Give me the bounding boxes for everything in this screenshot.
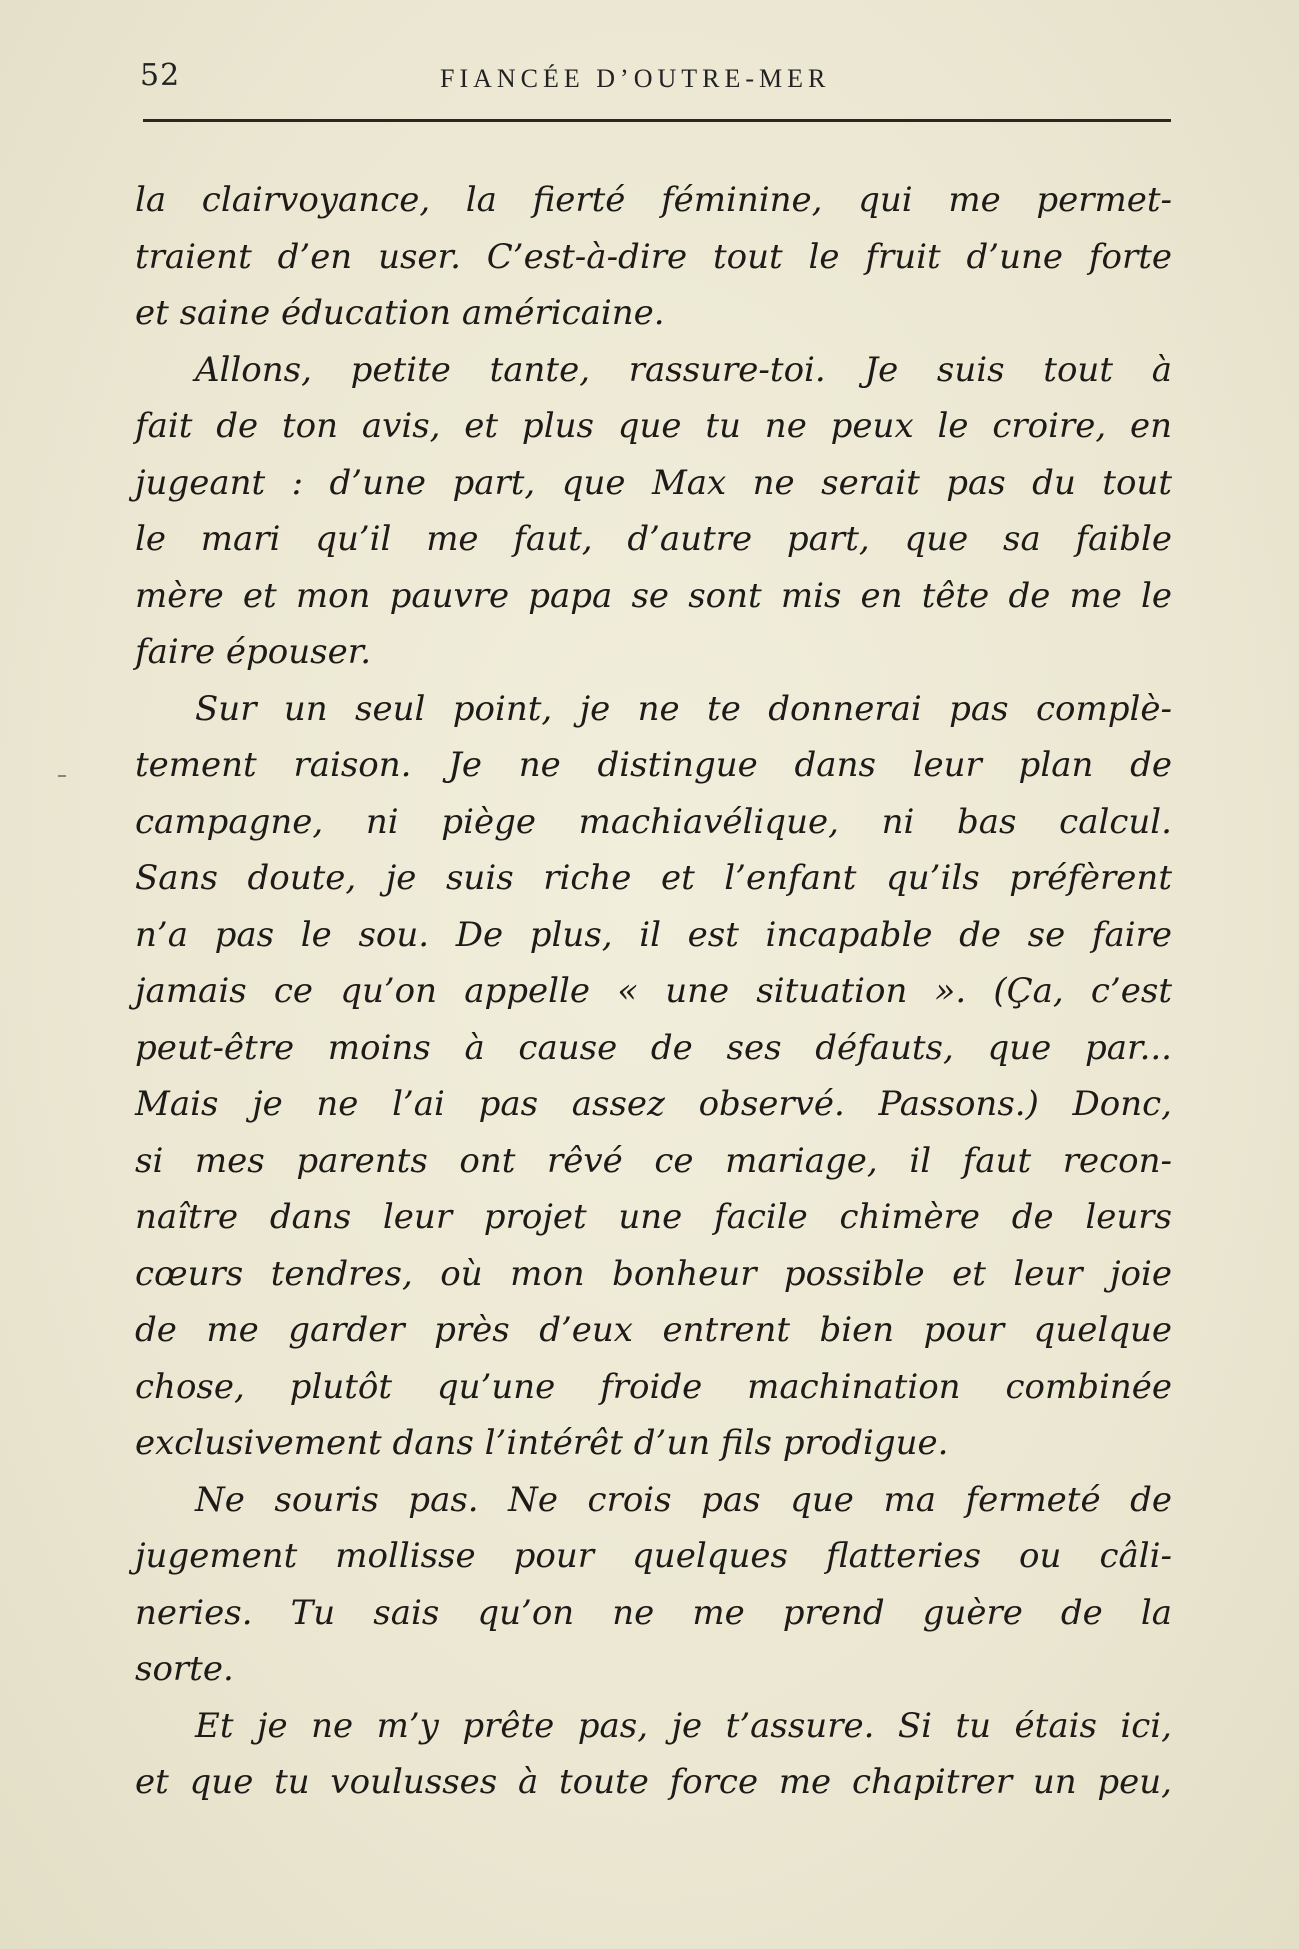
text-line: faire épouser.	[135, 632, 372, 672]
text-line: si mes parents ont rêvé ce mariage, il faut recon-	[135, 1140, 1172, 1181]
text-line: jamais ce qu’on appelle « une situation ». (Ça, c’est	[135, 971, 1172, 1011]
text-line: et saine éducation américaine.	[135, 293, 665, 333]
page-number: 52	[140, 58, 181, 93]
margin-mark	[58, 775, 66, 777]
text-line: Sans doute, je suis riche et l’enfant qu’ils préfèrent	[135, 858, 1172, 898]
text-line: exclusivement dans l’intérêt d’un fils prodigue.	[135, 1423, 949, 1463]
text-line: de me garder près d’eux entrent bien pour quelque	[135, 1310, 1172, 1350]
text-line: jugement mollisse pour quelques flatteries ou câli-	[135, 1536, 1172, 1576]
page-body	[135, 172, 1172, 1811]
header-rule	[143, 119, 1171, 122]
running-title: FIANCÉE D’OUTRE-MER	[440, 64, 831, 93]
paragraph-first-line: Sur un seul point, je ne te donnerai pas complè-	[195, 688, 1172, 729]
text-line: le mari qu’il me faut, d’autre part, que sa faible	[135, 519, 1172, 559]
text-line: traient d’en user. C’est-à-dire tout le fruit d’une forte	[135, 236, 1172, 277]
text-line: la clairvoyance, la fierté féminine, qui me permet-	[135, 180, 1172, 220]
text-line: cœurs tendres, où mon bonheur possible et leur joie	[135, 1253, 1172, 1294]
text-line: chose, plutôt qu’une froide machination combinée	[135, 1366, 1172, 1407]
text-line: et que tu voulusses à toute force me chapitrer un peu,	[135, 1762, 1172, 1802]
text-line: peut-être moins à cause de ses défauts, que par...	[135, 1027, 1172, 1068]
text-line: jugeant : d’une part, que Max ne serait pas du tout	[135, 462, 1172, 503]
paragraph-first-line: Et je ne m’y prête pas, je t’assure. Si tu étais ici,	[195, 1705, 1172, 1746]
text-line: campagne, ni piège machiavélique, ni bas calcul.	[135, 801, 1172, 842]
text-line: fait de ton avis, et plus que tu ne peux le croire, en	[135, 406, 1172, 446]
text-line: n’a pas le sou. De plus, il est incapable de se faire	[135, 914, 1172, 955]
paragraph-first-line: Ne souris pas. Ne crois pas que ma fermeté de	[195, 1479, 1172, 1520]
text-line: mère et mon pauvre papa se sont mis en tête de me le	[135, 575, 1172, 616]
text-line: sorte.	[135, 1649, 234, 1689]
paragraph-first-line: Allons, petite tante, rassure-toi. Je suis tout à	[195, 349, 1172, 390]
text-line: neries. Tu sais qu’on ne me prend guère de la	[135, 1592, 1172, 1633]
text-line: tement raison. Je ne distingue dans leur plan de	[135, 745, 1172, 785]
text-line: Mais je ne l’ai pas assez observé. Passons.) Donc,	[135, 1084, 1172, 1124]
text-line: naître dans leur projet une facile chimère de leurs	[135, 1197, 1172, 1237]
